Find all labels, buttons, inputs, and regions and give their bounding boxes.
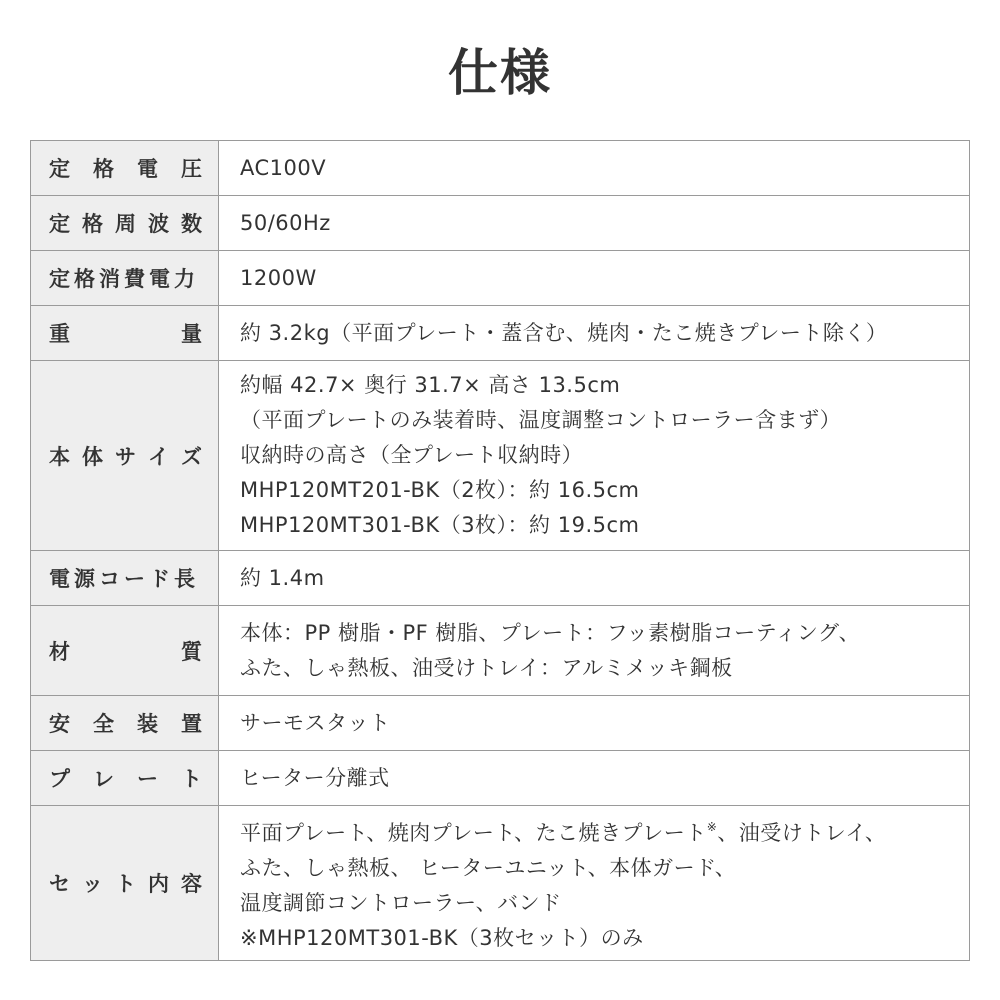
row-label-char: 格 xyxy=(82,212,103,236)
spec-row-cord-length xyxy=(31,551,970,606)
row-value: サーモスタット xyxy=(240,710,391,735)
page-title: 仕様 xyxy=(448,44,552,102)
row-label-char: 格 xyxy=(93,157,114,181)
row-label xyxy=(49,636,202,666)
row-value-cell xyxy=(219,251,970,306)
set-item-text: 平面プレート、焼肉プレート、たこ焼きプレート xyxy=(240,821,707,845)
row-label-char: ズ xyxy=(181,444,202,469)
spec-row-rated-voltage xyxy=(31,141,970,196)
row-label-char: セ xyxy=(49,872,70,896)
row-value-line: 収納時の高さ（全プレート収納時） xyxy=(240,443,584,467)
row-value-line: （平面プレートのみ装着時、温度調整コントローラー含まず） xyxy=(240,408,842,432)
row-label-char: 波 xyxy=(148,212,169,236)
spec-table xyxy=(30,140,970,961)
row-label-char: ッ xyxy=(82,872,103,896)
row-label-char: 体 xyxy=(82,444,103,469)
row-value-cell xyxy=(219,141,970,196)
row-value: 1200W xyxy=(240,265,317,290)
row-label-char: 重 xyxy=(49,322,70,346)
row-label-cell xyxy=(31,551,219,606)
row-label-cell xyxy=(31,361,219,551)
row-value-line xyxy=(240,810,969,851)
spec-row-material xyxy=(31,606,970,696)
row-label xyxy=(49,318,202,348)
row-value-cell xyxy=(219,196,970,251)
row-label-char: 置 xyxy=(181,712,202,736)
row-label: 定格消費電力 xyxy=(49,267,199,291)
row-label-char: 圧 xyxy=(181,157,202,181)
row-label-char: 全 xyxy=(93,712,114,736)
row-label-char: 電 xyxy=(137,157,158,181)
row-value-line: ※MHP120MT301-BK（3枚セット）のみ xyxy=(240,926,644,950)
row-value-line: ふた、しゃ熱板、 ヒーターユニット、本体ガード、 xyxy=(240,856,737,880)
row-value-line: MHP120MT301-BK（3枚）：約 19.5cm xyxy=(240,513,640,537)
row-label xyxy=(49,708,202,738)
row-label-char: 安 xyxy=(49,712,70,736)
row-label-char: ー xyxy=(137,767,158,791)
row-label-char: 周 xyxy=(115,212,136,236)
row-value: 約 1.4m xyxy=(240,565,325,590)
row-value-line: 約幅 42.7× 奥行 31.7× 高さ 13.5cm xyxy=(240,373,621,397)
spec-row-body-size xyxy=(31,361,970,551)
row-label-char: 質 xyxy=(181,639,202,664)
row-value-line: 本体：PP 樹脂・PF 樹脂、プレート：フッ素樹脂コーティング、 xyxy=(240,620,861,645)
spec-row-plate xyxy=(31,751,970,806)
spec-row-rated-frequency xyxy=(31,196,970,251)
row-label-char: 装 xyxy=(137,712,158,736)
spec-row-rated-power xyxy=(31,251,970,306)
row-label-cell xyxy=(31,806,219,961)
row-label-char: イ xyxy=(148,444,169,469)
row-value: ヒーター分離式 xyxy=(240,765,390,790)
footnote-mark: ※ xyxy=(706,820,718,834)
row-label-char: プ xyxy=(49,767,70,791)
row-label-char: ト xyxy=(115,872,136,896)
row-label-char: 内 xyxy=(148,872,169,896)
row-value-line: 温度調節コントローラー、バンド xyxy=(240,891,562,915)
row-label-cell xyxy=(31,751,219,806)
row-value-cell xyxy=(219,361,970,551)
row-value-line: ふた、しゃ熱板、油受けトレイ：アルミメッキ鋼板 xyxy=(240,655,733,680)
row-label-char: 材 xyxy=(49,639,70,664)
row-label xyxy=(49,441,202,471)
row-label-cell xyxy=(31,606,219,696)
row-label-char: 本 xyxy=(49,444,70,469)
row-value-cell xyxy=(219,696,970,751)
row-label: 電源コード長 xyxy=(49,567,199,591)
row-label-char: 量 xyxy=(181,322,202,346)
row-value-cell xyxy=(219,806,970,961)
row-value: AC100V xyxy=(240,155,327,180)
row-value: 約 3.2kg（平面プレート・蓋含む、焼肉・たこ焼きプレート除く） xyxy=(240,320,888,345)
set-item-text-tail: 、油受けトレイ、 xyxy=(717,821,887,845)
row-label xyxy=(49,763,202,793)
spec-row-set-contents xyxy=(31,806,970,961)
row-label-char: 定 xyxy=(49,157,70,181)
row-value: 50/60Hz xyxy=(240,210,331,235)
row-value-cell xyxy=(219,606,970,696)
row-label-char: レ xyxy=(93,767,114,791)
row-label xyxy=(49,868,202,898)
spec-row-safety-device xyxy=(31,696,970,751)
row-label-char: 容 xyxy=(181,872,202,896)
row-label-cell xyxy=(31,141,219,196)
row-value-cell xyxy=(219,751,970,806)
row-value-line: MHP120MT201-BK（2枚）：約 16.5cm xyxy=(240,478,640,502)
row-label-char: ト xyxy=(181,767,202,791)
row-value-cell xyxy=(219,551,970,606)
row-label-char: 定 xyxy=(49,212,70,236)
row-label-char: サ xyxy=(115,444,136,469)
spec-row-weight xyxy=(31,306,970,361)
row-label xyxy=(49,153,202,183)
row-value-cell xyxy=(219,306,970,361)
row-label-cell xyxy=(31,196,219,251)
row-label-char: 数 xyxy=(181,212,202,236)
row-label-cell xyxy=(31,306,219,361)
row-label-cell xyxy=(31,696,219,751)
row-label-cell xyxy=(31,251,219,306)
row-label xyxy=(49,208,202,238)
